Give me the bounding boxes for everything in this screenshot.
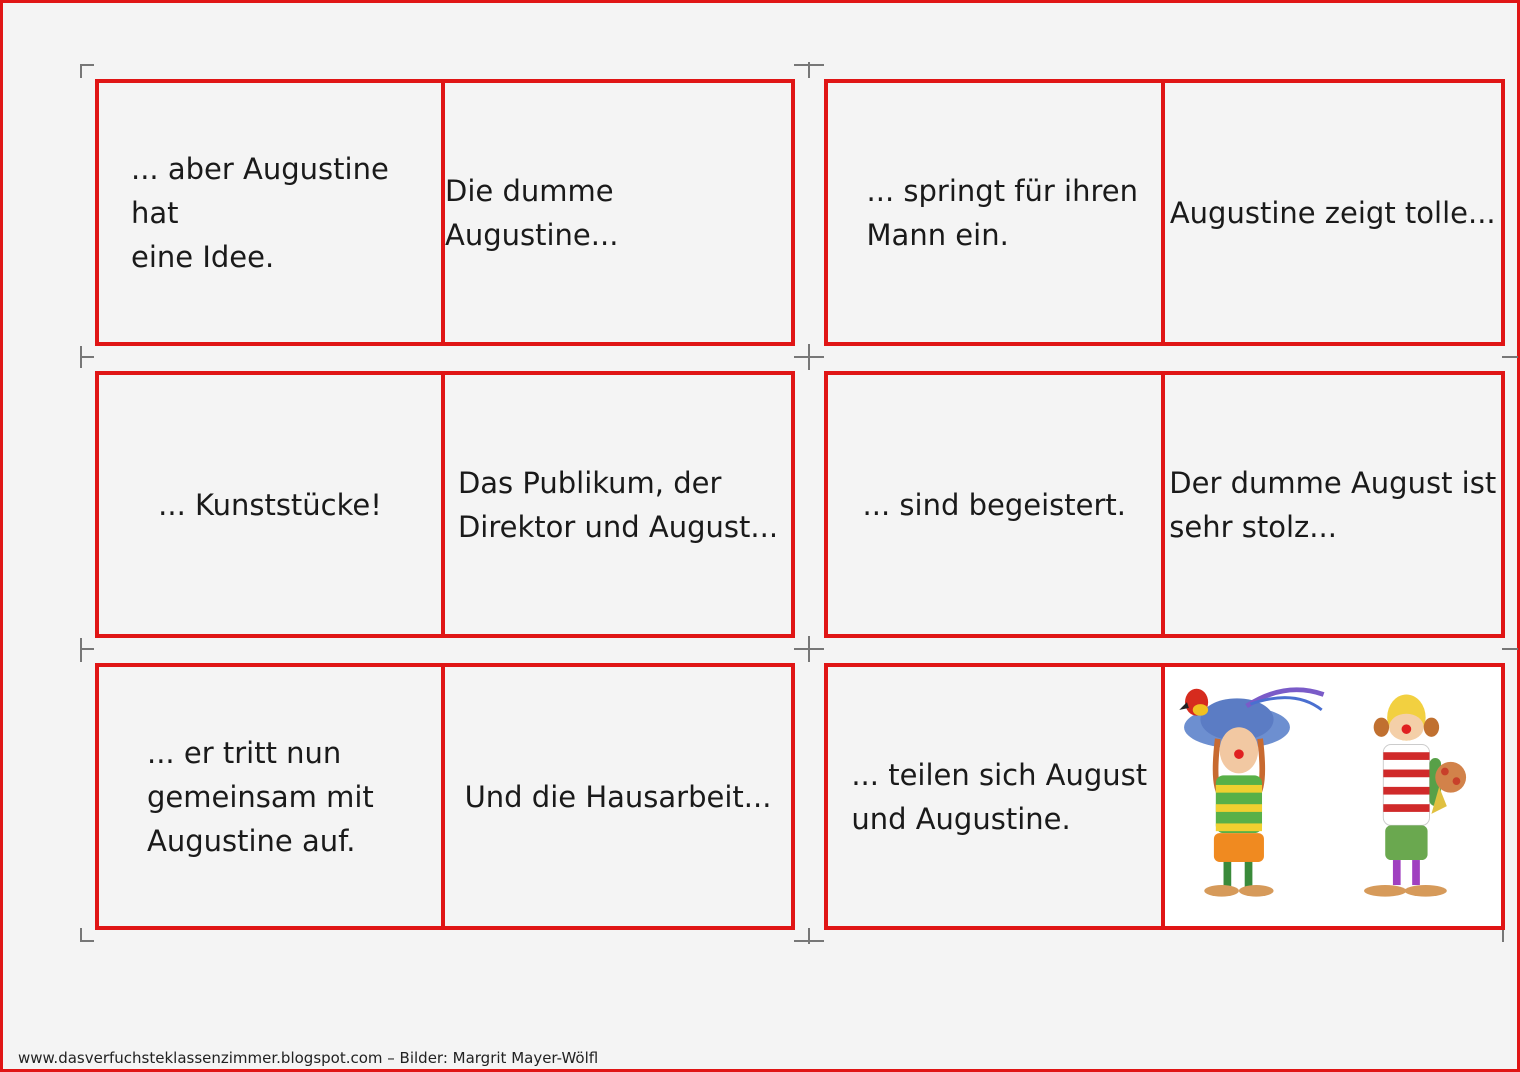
card-text: ... teilen sich August und Augustine. xyxy=(851,757,1148,836)
card-left-half xyxy=(99,667,445,926)
domino-card xyxy=(824,371,1505,638)
card-left-half xyxy=(828,83,1165,342)
card-left-half xyxy=(828,375,1165,634)
crop-mark xyxy=(1502,930,1504,942)
card-left-half xyxy=(99,375,445,634)
card-text: ... springt für ihren Mann ein. xyxy=(866,173,1138,252)
card-text: ... sind begeistert. xyxy=(862,487,1126,522)
crop-mark xyxy=(80,940,94,942)
crop-mark xyxy=(794,940,824,942)
card-text: Die dumme Augustine... xyxy=(445,173,619,252)
card-text: Und die Hausarbeit... xyxy=(464,779,772,814)
crop-mark xyxy=(794,64,824,66)
card-text: Der dumme August ist sehr stolz... xyxy=(1169,465,1497,544)
clown-illustration xyxy=(1165,667,1502,926)
footer-credit: www.dasverfuchsteklassenzimmer.blogspot.com – Bilder: Margrit Mayer-Wölfl xyxy=(18,1049,599,1067)
crop-mark xyxy=(80,356,94,358)
card-right-half xyxy=(1165,83,1502,342)
card-text: ... Kunststücke! xyxy=(158,487,382,522)
august-clown-figure xyxy=(1364,694,1466,896)
card-right-half xyxy=(445,83,791,342)
crop-mark xyxy=(1502,356,1518,358)
clown-couple-image xyxy=(1179,681,1488,912)
crop-mark xyxy=(80,648,94,650)
card-left-half xyxy=(99,83,445,342)
card-text: ... aber Augustine hat eine Idee. xyxy=(131,151,389,274)
domino-card xyxy=(95,663,795,930)
card-left-half xyxy=(828,667,1165,926)
augustine-clown-figure xyxy=(1179,689,1323,897)
crop-mark xyxy=(794,648,824,650)
card-right-half xyxy=(445,667,791,926)
crop-mark xyxy=(80,638,82,662)
card-text: Das Publikum, der Direktor und August... xyxy=(457,465,779,544)
domino-card xyxy=(824,663,1505,930)
crop-mark xyxy=(794,356,824,358)
crop-mark xyxy=(1502,648,1518,650)
crop-mark xyxy=(80,64,82,78)
card-right-half xyxy=(445,375,791,634)
domino-card xyxy=(824,79,1505,346)
card-text: Augustine zeigt tolle... xyxy=(1169,195,1496,230)
crop-mark xyxy=(80,64,94,66)
domino-card xyxy=(95,79,795,346)
domino-card xyxy=(95,371,795,638)
card-text: ... er tritt nun gemeinsam mit Augustine auf. xyxy=(147,735,374,858)
card-right-half xyxy=(1165,375,1502,634)
